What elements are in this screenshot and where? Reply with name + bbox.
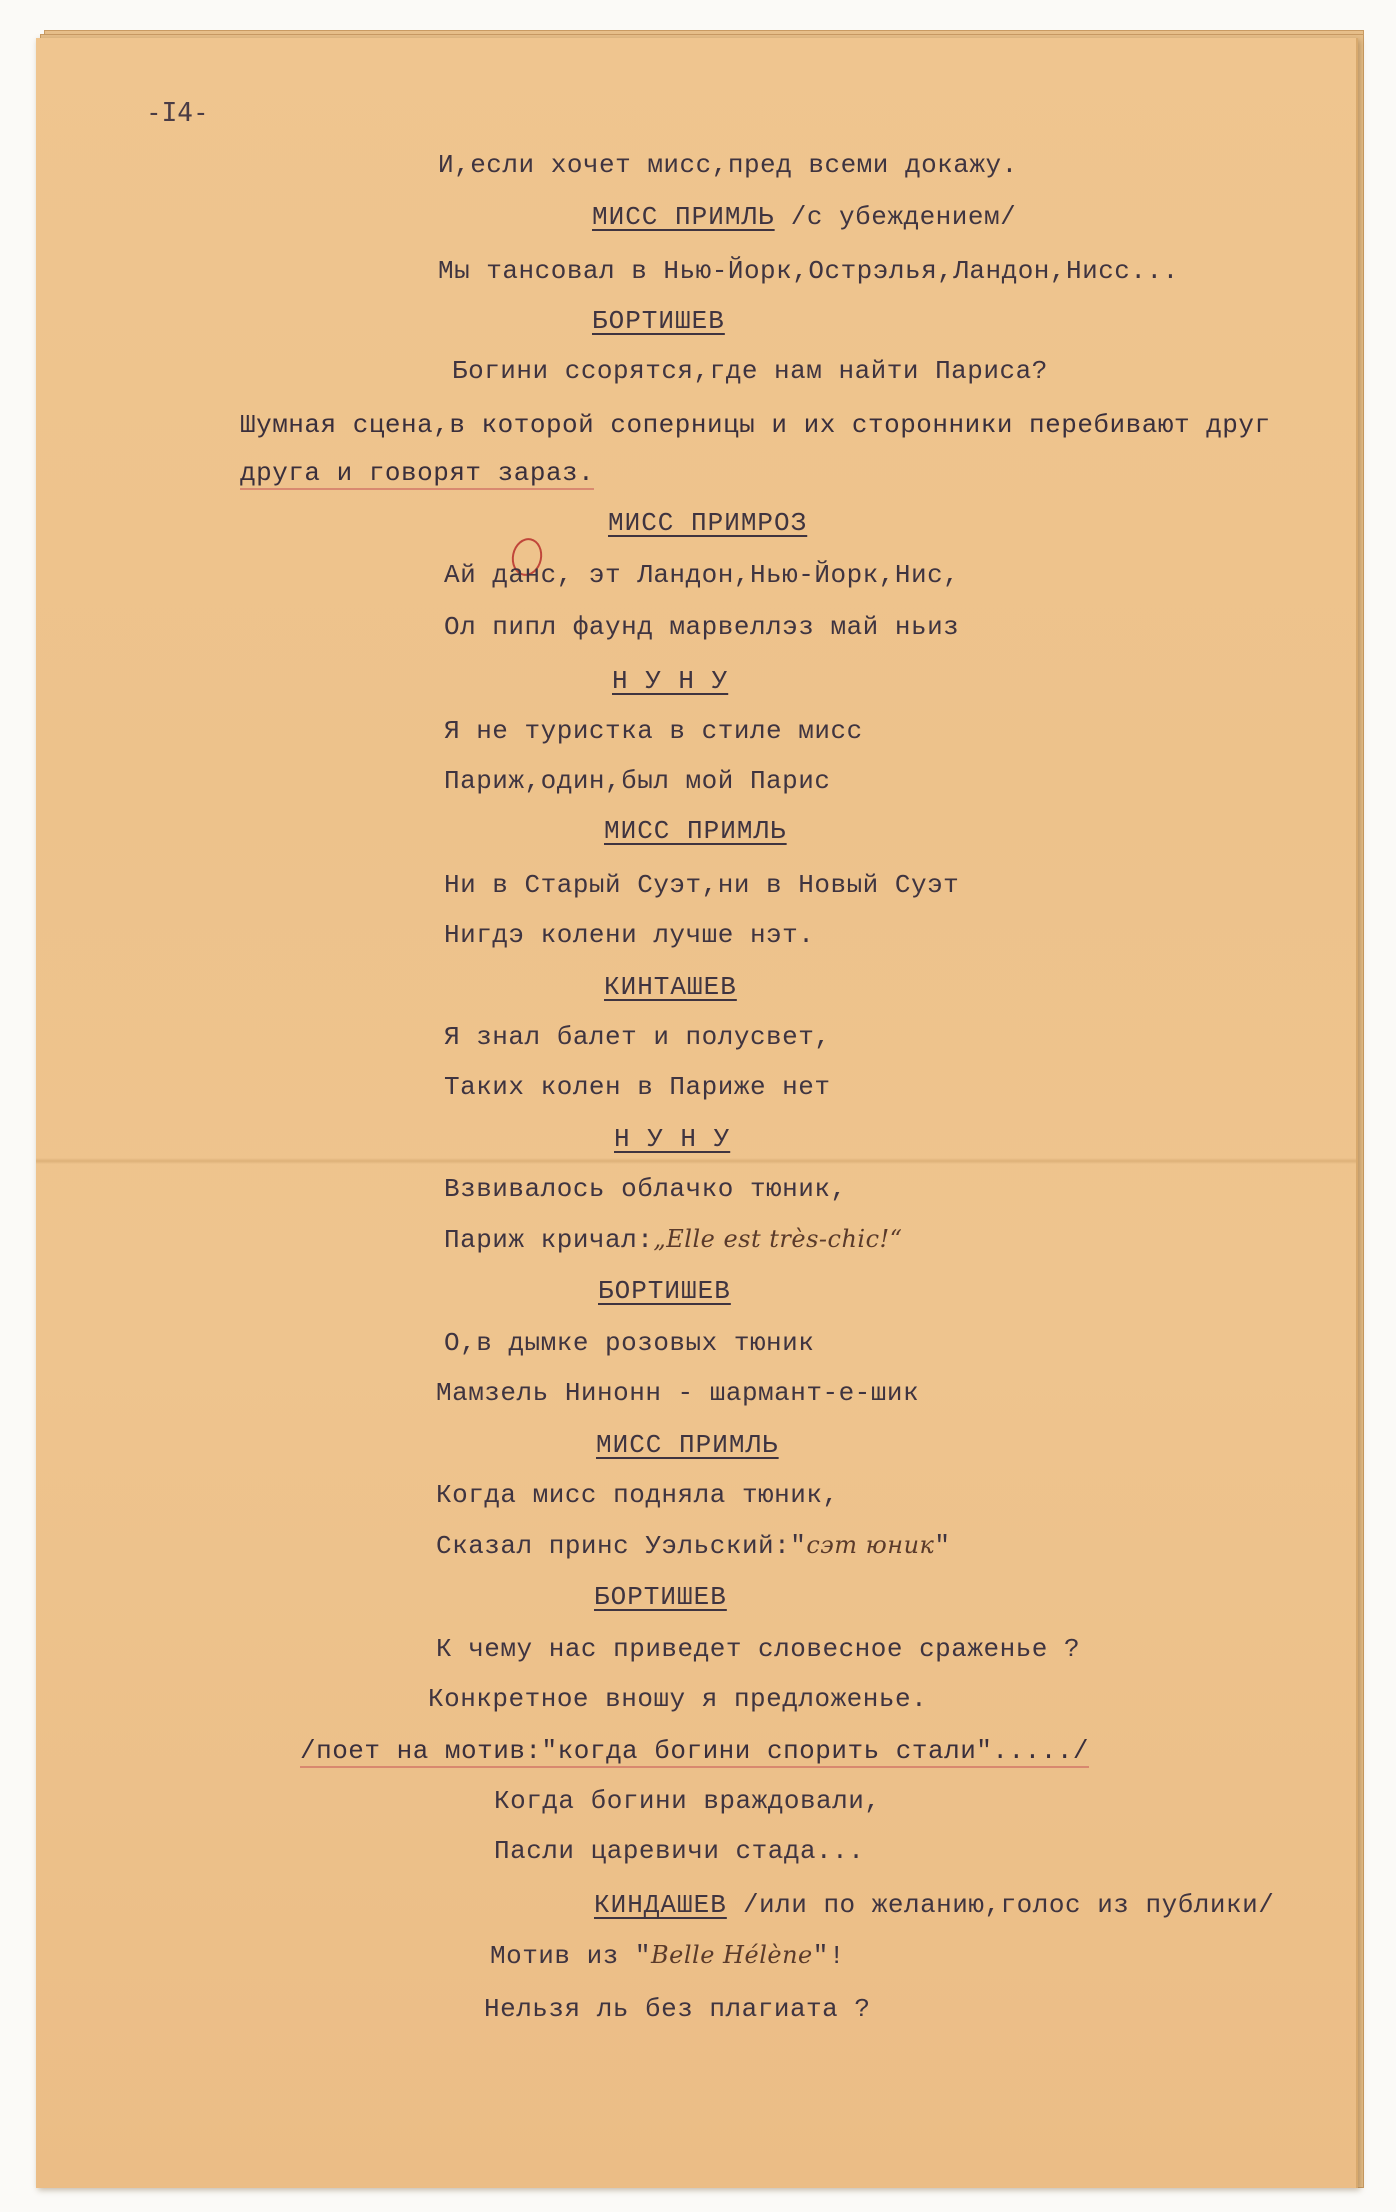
speaker-line	[614, 1124, 730, 1154]
verse-text: Париж кричал:	[444, 1225, 654, 1255]
verse-line: Нигдэ колени лучше нэт.	[444, 920, 815, 950]
speaker-line	[612, 666, 728, 696]
verse-line: О,в дымке розовых тюник	[444, 1328, 815, 1358]
verse-line: Мамзель Нинонн - шармант-е-шик	[436, 1378, 920, 1408]
speaker-line	[608, 508, 807, 538]
speaker-name: МИСС ПРИМЛЬ	[596, 1430, 779, 1460]
handwritten-insert: Belle Hélène	[651, 1941, 813, 1969]
speaker-name: КИНДАШЕВ	[594, 1890, 727, 1920]
stage-direction: Шумная сцена,в которой соперницы и их сторонники перебивают друг	[240, 410, 1271, 440]
stage-direction: друга и говорят зараз.	[240, 458, 595, 488]
verse-line: И,если хочет мисс,пред всеми докажу.	[438, 150, 1018, 180]
verse-line	[490, 1940, 845, 1971]
handwritten-insert: сэт юник	[806, 1531, 935, 1559]
speaker-name: Н У Н У	[614, 1124, 731, 1154]
verse-text: Сказал принс Уэльский:"	[436, 1531, 807, 1561]
verse-line	[444, 1224, 902, 1255]
page-number: -I4-	[146, 98, 209, 128]
verse-line: Таких колен в Париже нет	[444, 1072, 831, 1102]
verse-line: Взвивалось облачко тюник,	[444, 1174, 847, 1204]
speaker-name: БОРТИШЕВ	[598, 1276, 731, 1306]
speaker-line	[592, 306, 725, 336]
verse-line: Когда богини враждовали,	[494, 1786, 881, 1816]
verse-line: Конкретное вношу я предложенье.	[428, 1684, 928, 1714]
verse-line: Богини ссорятся,где нам найти Париса?	[452, 356, 1048, 386]
verse-line: Я не туристка в стиле мисс	[444, 716, 863, 746]
verse-text: Мотив из "	[490, 1941, 652, 1971]
speaker-name: БОРТИШЕВ	[592, 306, 725, 336]
stage-direction: /поет на мотив:"когда богини спорить стали"...../	[300, 1736, 1090, 1766]
verse-line: Пасли царевичи стада...	[494, 1836, 865, 1866]
verse-line: Нельзя ль без плагиата ?	[484, 1994, 871, 2024]
speaker-name: МИСС ПРИМЛЬ	[604, 816, 787, 846]
speaker-line	[594, 1890, 1274, 1920]
speaker-line	[598, 1276, 731, 1306]
handwritten-insert: „Elle est très-chic!“	[653, 1225, 903, 1253]
verse-line: Париж,один,был мой Парис	[444, 766, 831, 796]
speaker-name: КИНТАШЕВ	[604, 972, 737, 1002]
paper-fold	[36, 1158, 1356, 1164]
verse-line: К чему нас приведет словесное сраженье ?	[436, 1634, 1081, 1664]
stage-note: /или по желанию,голос из публики/	[742, 1890, 1275, 1920]
speaker-name: МИСС ПРИМРОЗ	[608, 508, 808, 538]
verse-line: Ай данс, эт Ландон,Нью-Йорк,Нис,	[444, 560, 960, 590]
speaker-line	[604, 816, 787, 846]
verse-line: Ол пипл фаунд марвеллэз май ньиз	[444, 612, 960, 642]
verse-line: Ни в Старый Суэт,ни в Новый Суэт	[444, 870, 960, 900]
verse-line: Я знал балет и полусвет,	[444, 1022, 831, 1052]
speaker-name: МИСС ПРИМЛЬ	[592, 202, 775, 232]
verse-text: "	[934, 1531, 951, 1561]
verse-line: Когда мисс подняла тюник,	[436, 1480, 839, 1510]
speaker-line	[604, 972, 737, 1002]
speaker-line	[592, 202, 1016, 232]
stage-note: /с убеждением/	[790, 202, 1017, 232]
speaker-line	[594, 1582, 727, 1612]
speaker-name: Н У Н У	[612, 666, 729, 696]
verse-line: Мы тансовал в Нью-Йорк,Острэлья,Ландон,Нисс...	[438, 256, 1179, 286]
verse-text: "!	[812, 1941, 845, 1971]
speaker-line	[596, 1430, 779, 1460]
speaker-name: БОРТИШЕВ	[594, 1582, 727, 1612]
verse-line	[436, 1530, 950, 1561]
